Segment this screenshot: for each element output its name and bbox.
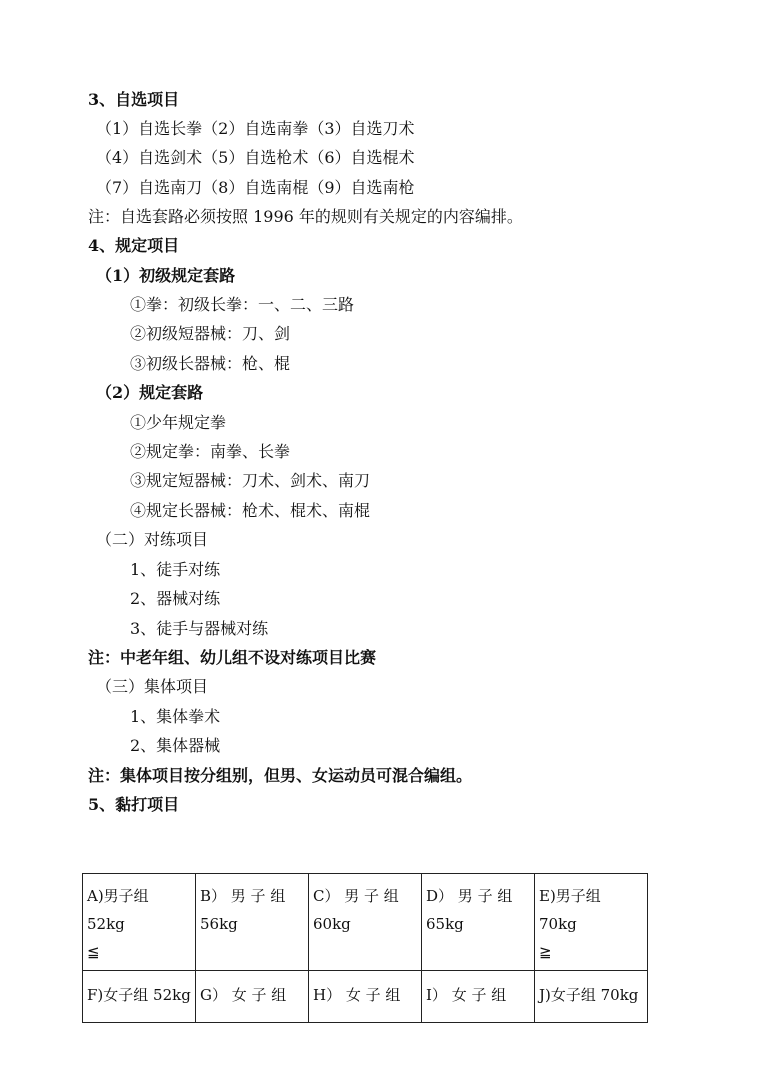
section-4-sub1-item-1: ①拳：初级长拳：一、二、三路 [130,295,355,314]
cell-text: ≧ [539,943,552,961]
cell-text: G） 女 子 组 [200,986,287,1004]
jiti-item-2: 2、集体器械 [130,736,221,755]
duilian-heading: （二）对练项目 [96,530,209,549]
section-4-heading: 4、规定项目 [88,236,180,255]
table-cell [196,971,309,1023]
cell-text: I） 女 子 组 [426,986,507,1004]
section-3-line-1: （1）自选长拳（2）自选南拳（3）自选刀术 [96,119,415,138]
cell-text: J)女子组 70kg [539,986,639,1004]
section-4-sub1-item-3: ③初级长器械：枪、棍 [130,354,291,373]
weight-class-table [82,873,648,1023]
table-cell [422,874,535,971]
section-3-line-3: （7）自选南刀（8）自选南棍（9）自选南枪 [96,178,415,197]
section-3-note: 注：自选套路必须按照 1996 年的规则有关规定的内容编排。 [88,207,523,226]
cell-text: H） 女 子 组 [313,986,401,1004]
cell-text: 56kg [200,915,238,933]
section-4-sub2-item-1: ①少年规定拳 [130,413,227,432]
cell-text: ≦ [87,943,100,961]
table-row [83,971,648,1023]
jiti-item-1: 1、集体拳术 [130,707,221,726]
jiti-heading: （三）集体项目 [96,677,209,696]
table-cell [83,874,196,971]
table-cell [309,874,422,971]
table-cell [535,874,648,971]
section-4-sub2-item-2: ②规定拳：南拳、长拳 [130,442,291,461]
cell-text: E)男子组 70kg [539,887,601,933]
section-3-line-2: （4）自选剑术（5）自选枪术（6）自选棍术 [96,148,415,167]
table-cell [196,874,309,971]
cell-text: 60kg [313,915,351,933]
cell-text: C） 男 子 组 [313,887,399,905]
section-4-sub1-item-2: ②初级短器械：刀、剑 [130,324,291,343]
table-cell [422,971,535,1023]
cell-text: F)女子组 52kg [87,986,191,1004]
section-4-sub2-item-3: ③规定短器械：刀术、剑术、南刀 [130,471,371,490]
table-cell [535,971,648,1023]
duilian-item-3: 3、徒手与器械对练 [130,619,269,638]
cell-text: B） 男 子 组 [200,887,286,905]
section-4-sub1-heading: （1）初级规定套路 [96,266,236,285]
jiti-note: 注：集体项目按分组别，但男、女运动员可混合编组。 [88,766,473,785]
section-4-sub2-heading: （2）规定套路 [96,383,204,402]
section-3-heading: 3、自选项目 [88,90,180,109]
table-cell [83,971,196,1023]
duilian-note: 注：中老年组、幼儿组不设对练项目比赛 [88,648,377,667]
duilian-item-2: 2、器械对练 [130,589,221,608]
section-5-heading: 5、黏打项目 [88,795,180,814]
cell-text: D） 男 子 组 [426,887,513,905]
cell-text: A)男子组 52kg [87,887,149,933]
duilian-item-1: 1、徒手对练 [130,560,221,579]
section-4-sub2-item-4: ④规定长器械：枪术、棍术、南棍 [130,501,371,520]
cell-text: 65kg [426,915,464,933]
table-row [83,874,648,971]
table-cell [309,971,422,1023]
